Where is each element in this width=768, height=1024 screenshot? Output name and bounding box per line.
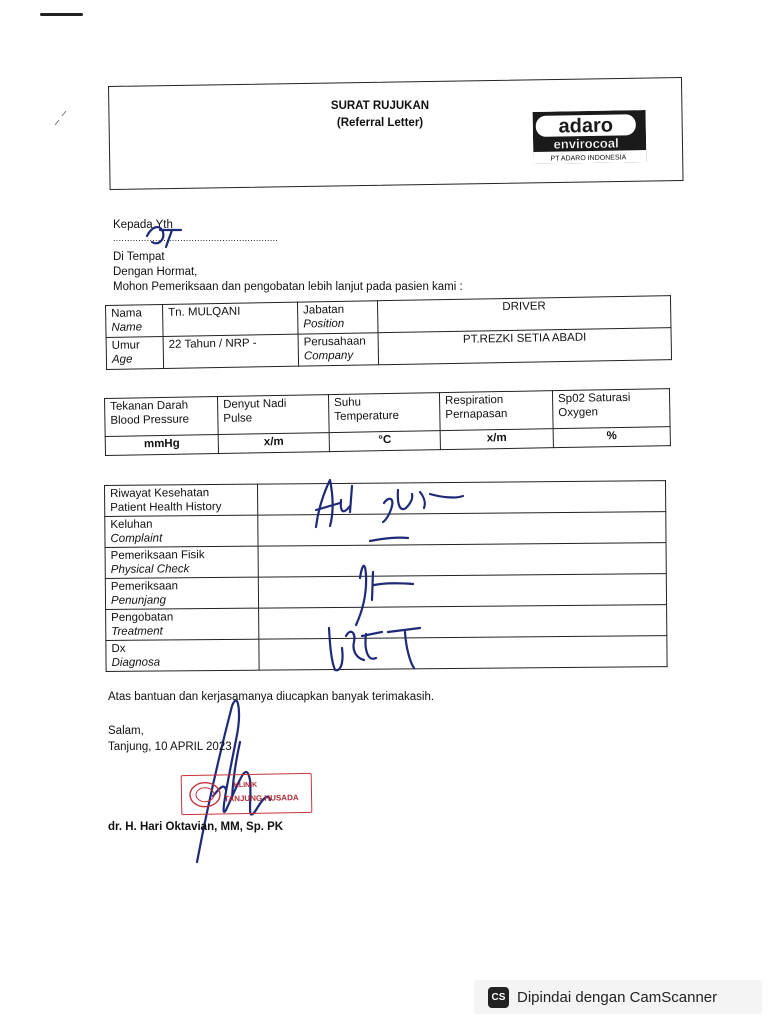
stamp-name: TANJUNG HUSADA: [224, 793, 299, 804]
name-value: Tn. MULQANI: [162, 302, 298, 336]
diagnosis-label: Dx: [111, 642, 126, 655]
age-label: Umur: [111, 339, 140, 352]
name-label-en: Name: [111, 321, 143, 334]
vital-label: Sp02 Saturasi: [557, 391, 631, 406]
letter-subtitle: (Referral Letter): [336, 117, 424, 129]
doctor-name: dr. H. Hari Oktavian, MM, Sp. PK: [108, 821, 284, 833]
vital-label: Denyut Nadi: [223, 397, 287, 411]
stamp-top: KLINIK: [233, 781, 258, 790]
request-text: Mohon Pemeriksaan dan pengobatan lebih lanjut pada pasien kami :: [113, 281, 463, 293]
vital-label-en: Pulse: [223, 412, 253, 425]
thanks-text: Atas bantuan dan kerjasamanya diucapkan banyak terimakasih.: [108, 691, 435, 703]
company-value: PT.REZKI SETIA ABADI: [378, 328, 672, 365]
position-value: DRIVER: [377, 296, 671, 333]
support-exam-label: Pemeriksaan: [110, 580, 179, 593]
place-text: Di Tempat: [113, 251, 165, 263]
physical-label-en: Physical Check: [110, 563, 190, 576]
vital-unit-resp: x/m: [440, 429, 553, 450]
company-label-en: Company: [303, 349, 354, 363]
svg-text:adaro: adaro: [558, 114, 614, 138]
history-label-en: Patient Health History: [110, 500, 222, 514]
camscanner-text: Dipindai dengan CamScanner: [517, 988, 718, 1006]
letter-title: SURAT RUJUKAN: [330, 100, 430, 112]
recipient-label: Kepada Yth: [113, 219, 173, 231]
vital-label-en: Oxygen: [558, 406, 599, 420]
vital-unit-pulse: x/m: [218, 433, 329, 454]
vital-unit-bp: mmHg: [105, 435, 218, 456]
diagnosis-label-en: Diagnosa: [111, 656, 161, 669]
svg-text:envirocoal: envirocoal: [553, 135, 619, 152]
vital-label-en: Blood Pressure: [110, 413, 190, 427]
history-label: Riwayat Kesehatan: [110, 487, 210, 500]
complaint-label-en: Complaint: [110, 532, 163, 545]
support-exam-label-en: Penunjang: [110, 594, 167, 607]
complaint-label: Keluhan: [110, 518, 153, 531]
treatment-label-en: Treatment: [111, 625, 163, 638]
vital-label: Tekanan Darah: [110, 399, 189, 413]
clinic-stamp: [181, 773, 313, 815]
treatment-label: Pengobatan: [111, 611, 174, 624]
vital-unit-spo2: %: [553, 427, 670, 448]
vital-unit-temp: °C: [329, 431, 440, 452]
vital-label-en: Temperature: [334, 409, 400, 423]
vital-label: Respiration: [445, 394, 504, 408]
stamp-emblem-icon: [188, 780, 222, 809]
position-label: Jabatan: [303, 303, 345, 317]
camscanner-icon: CS: [488, 987, 509, 1008]
company-label: Perusahaan: [303, 335, 366, 349]
svg-text:PT ADARO INDONESIA: PT ADARO INDONESIA: [550, 154, 627, 163]
salutation-text: Salam,: [108, 725, 144, 737]
recipient-dots: ...........................................................: [113, 233, 279, 243]
place-date-text: Tanjung, 10 APRIL 2023: [108, 741, 232, 753]
camscanner-badge: [474, 980, 762, 1014]
vital-label: Suhu: [334, 396, 362, 409]
name-label: Nama: [111, 307, 142, 320]
age-label-en: Age: [111, 353, 133, 366]
age-value: 22 Tahun / NRP -: [163, 334, 299, 368]
greeting-text: Dengan Hormat,: [113, 266, 198, 278]
position-label-en: Position: [303, 317, 345, 331]
physical-label: Pemeriksaan Fisik: [110, 549, 205, 562]
vital-label-en: Pernapasan: [445, 407, 508, 422]
